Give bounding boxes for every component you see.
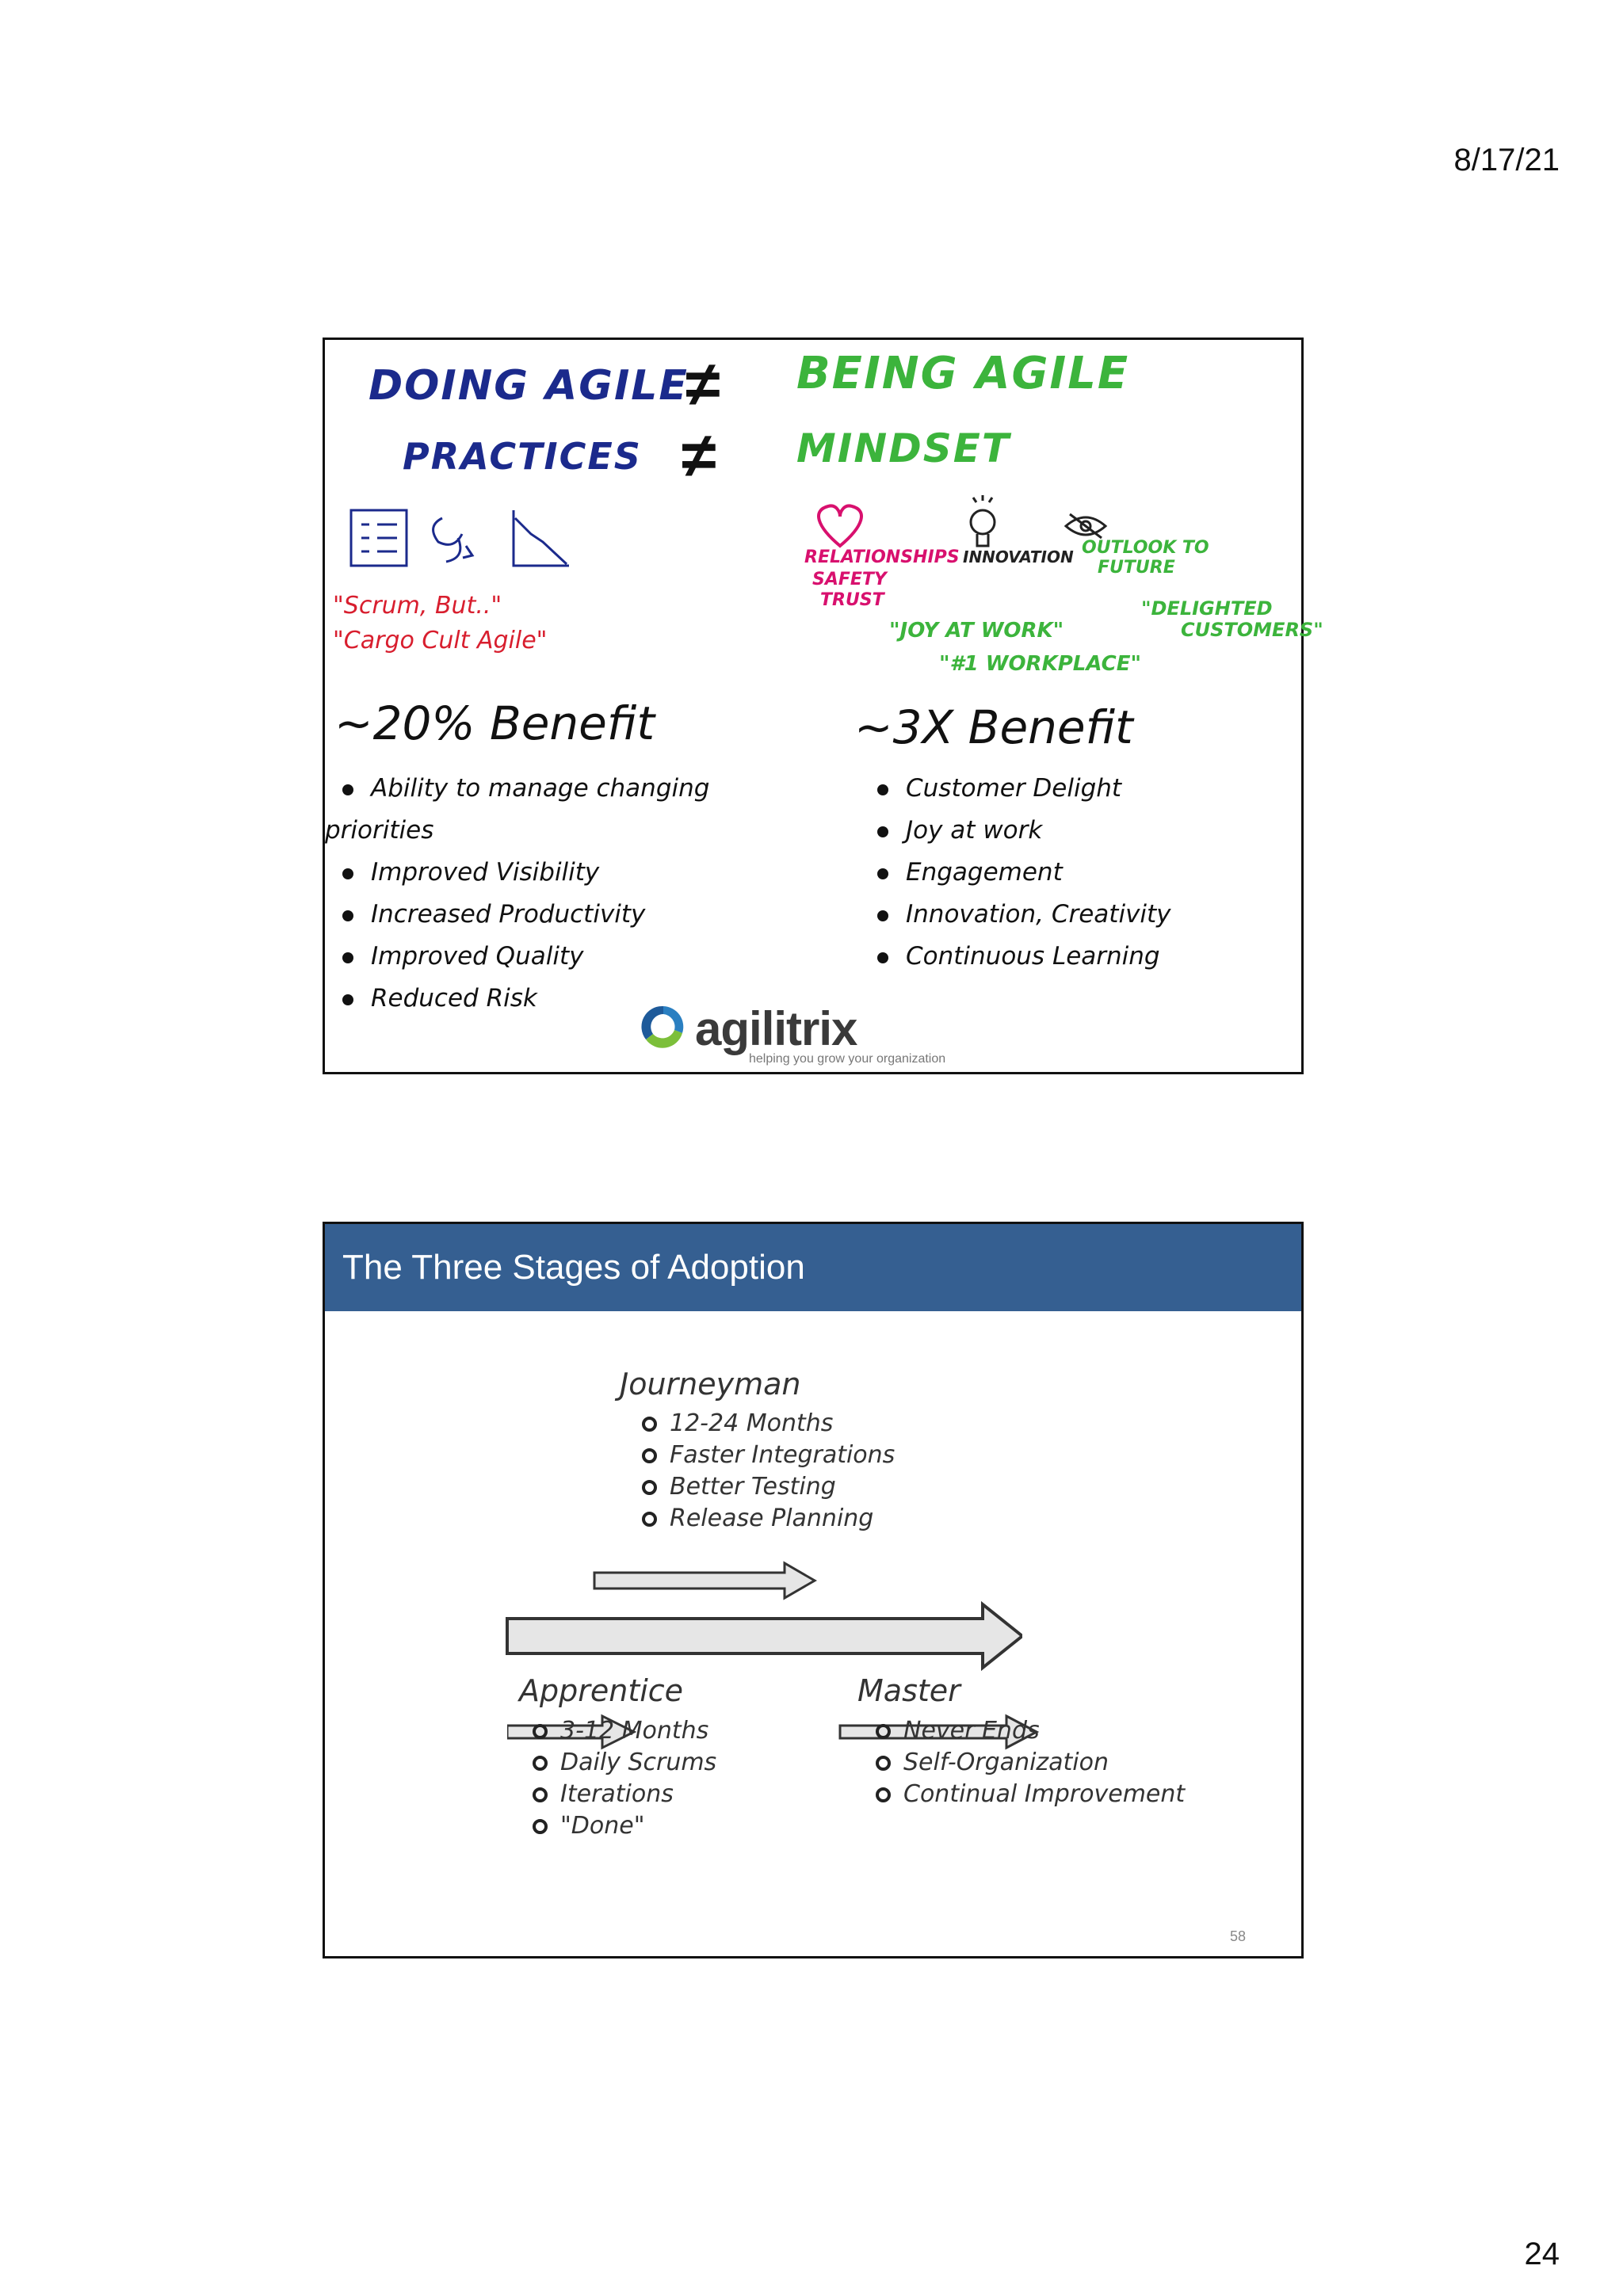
scrum-but-quote: "Scrum, But.." xyxy=(333,592,502,620)
practice-icons xyxy=(347,502,585,574)
list-item: Innovation, Creativity xyxy=(877,894,1171,936)
circle-bullet-icon xyxy=(533,1819,548,1834)
list-item: Engagement xyxy=(877,852,1171,894)
circle-bullet-icon xyxy=(642,1480,657,1495)
bullet-icon xyxy=(877,868,888,879)
agilitrix-logo-icon xyxy=(638,1001,689,1052)
list-item: Reduced Risk xyxy=(342,978,709,1020)
practices-text: PRACTICES xyxy=(403,435,642,478)
right-benefit-list xyxy=(877,768,1171,978)
outlook-label-line1: OUTLOOK TO xyxy=(1082,538,1209,558)
overall-progress-arrow xyxy=(507,1604,1022,1668)
safety-label: SAFETY xyxy=(812,570,887,589)
agilitrix-logo xyxy=(638,1001,971,1065)
delighted-customers-line1: "DELIGHTED xyxy=(1141,597,1273,620)
circle-bullet-icon xyxy=(876,1724,891,1739)
three-stages-slide xyxy=(323,1222,1304,1958)
bullet-icon xyxy=(342,952,353,963)
circle-bullet-icon xyxy=(533,1787,548,1802)
bullet-icon xyxy=(877,826,888,837)
master-title: Master xyxy=(857,1673,960,1708)
circle-bullet-icon xyxy=(876,1787,891,1802)
right-benefit-heading: ~3X Benefit xyxy=(854,700,1133,754)
bullet-icon xyxy=(342,910,353,921)
list-item: Continual Improvement xyxy=(876,1779,1185,1810)
circle-bullet-icon xyxy=(533,1724,548,1739)
apprentice-list xyxy=(533,1715,716,1842)
not-equal-symbol-bottom: ≠ xyxy=(682,420,716,490)
outlook-label-line2: FUTURE xyxy=(1098,558,1175,578)
list-item-continuation: priorities xyxy=(325,816,434,845)
left-benefit-heading: ~20% Benefit xyxy=(334,696,655,750)
circle-bullet-icon xyxy=(533,1756,548,1771)
list-item: "Done" xyxy=(533,1810,716,1842)
agile-mindset-slide xyxy=(323,338,1323,1074)
bullet-icon xyxy=(877,784,888,795)
journeyman-title: Journeyman xyxy=(620,1367,801,1402)
trust-label: TRUST xyxy=(820,590,884,610)
left-benefit-list xyxy=(325,768,710,1020)
bullet-icon xyxy=(342,868,353,879)
delighted-customers-line2: CUSTOMERS" xyxy=(1181,619,1323,641)
mindset-text: MINDSET xyxy=(796,425,1010,471)
list-item: Self-Organization xyxy=(876,1747,1185,1779)
circle-bullet-icon xyxy=(642,1448,657,1463)
list-item: Faster Integrations xyxy=(642,1440,895,1471)
slide-number: 58 xyxy=(1229,1928,1246,1944)
list-item: Never Ends xyxy=(876,1715,1185,1747)
circle-bullet-icon xyxy=(876,1756,891,1771)
page-date: 8/17/21 xyxy=(1453,143,1560,177)
slide-title: The Three Stages of Adoption xyxy=(342,1248,805,1287)
relationships-label: RELATIONSHIPS xyxy=(804,547,960,567)
list-item: Better Testing xyxy=(642,1471,895,1503)
journeyman-arrow xyxy=(594,1563,815,1598)
list-item: Improved Quality xyxy=(342,936,709,978)
checklist-icon xyxy=(351,510,407,566)
bullet-icon xyxy=(877,952,888,963)
list-item: Ability to manage changing xyxy=(342,768,709,810)
page-number: 24 xyxy=(1524,2237,1560,2271)
list-item: Joy at work xyxy=(877,810,1171,852)
list-item: Iterations xyxy=(533,1779,716,1810)
bullet-icon xyxy=(342,784,353,795)
list-item: Daily Scrums xyxy=(533,1747,716,1779)
journeyman-list xyxy=(642,1408,895,1535)
list-item: 12-24 Months xyxy=(642,1408,895,1440)
circle-bullet-icon xyxy=(642,1417,657,1432)
innovation-label: INNOVATION xyxy=(963,547,1074,566)
burndown-chart-icon xyxy=(514,510,569,566)
cargo-cult-quote: "Cargo Cult Agile" xyxy=(333,627,548,654)
iteration-cycle-icon xyxy=(433,518,472,562)
lightbulb-icon xyxy=(971,495,995,546)
apprentice-title: Apprentice xyxy=(519,1673,684,1708)
being-agile-text: BEING AGILE xyxy=(796,348,1130,399)
slide-title-bar xyxy=(325,1224,1301,1311)
list-item: Release Planning xyxy=(642,1503,895,1535)
master-list xyxy=(876,1715,1185,1810)
bullet-icon xyxy=(342,994,353,1005)
circle-bullet-icon xyxy=(642,1512,657,1527)
bullet-icon xyxy=(877,910,888,921)
heart-icon xyxy=(819,505,861,546)
list-item: Improved Visibility xyxy=(342,852,709,894)
list-item: Customer Delight xyxy=(877,768,1171,810)
doing-agile-text: DOING AGILE xyxy=(369,362,689,410)
eye-icon xyxy=(1066,514,1106,538)
not-equal-symbol-top: ≠ xyxy=(685,349,720,419)
joy-at-work-quote: "JOY AT WORK" xyxy=(889,619,1064,643)
agilitrix-logo-text: agilitrix xyxy=(695,1002,857,1055)
stage-arrows xyxy=(499,1541,1022,1684)
agilitrix-tagline: helping you grow your organization xyxy=(749,1052,946,1066)
list-item: Increased Productivity xyxy=(342,894,709,936)
number-one-workplace-quote: "#1 WORKPLACE" xyxy=(939,652,1142,676)
list-item: Continuous Learning xyxy=(877,936,1171,978)
list-item: 3-12 Months xyxy=(533,1715,716,1747)
